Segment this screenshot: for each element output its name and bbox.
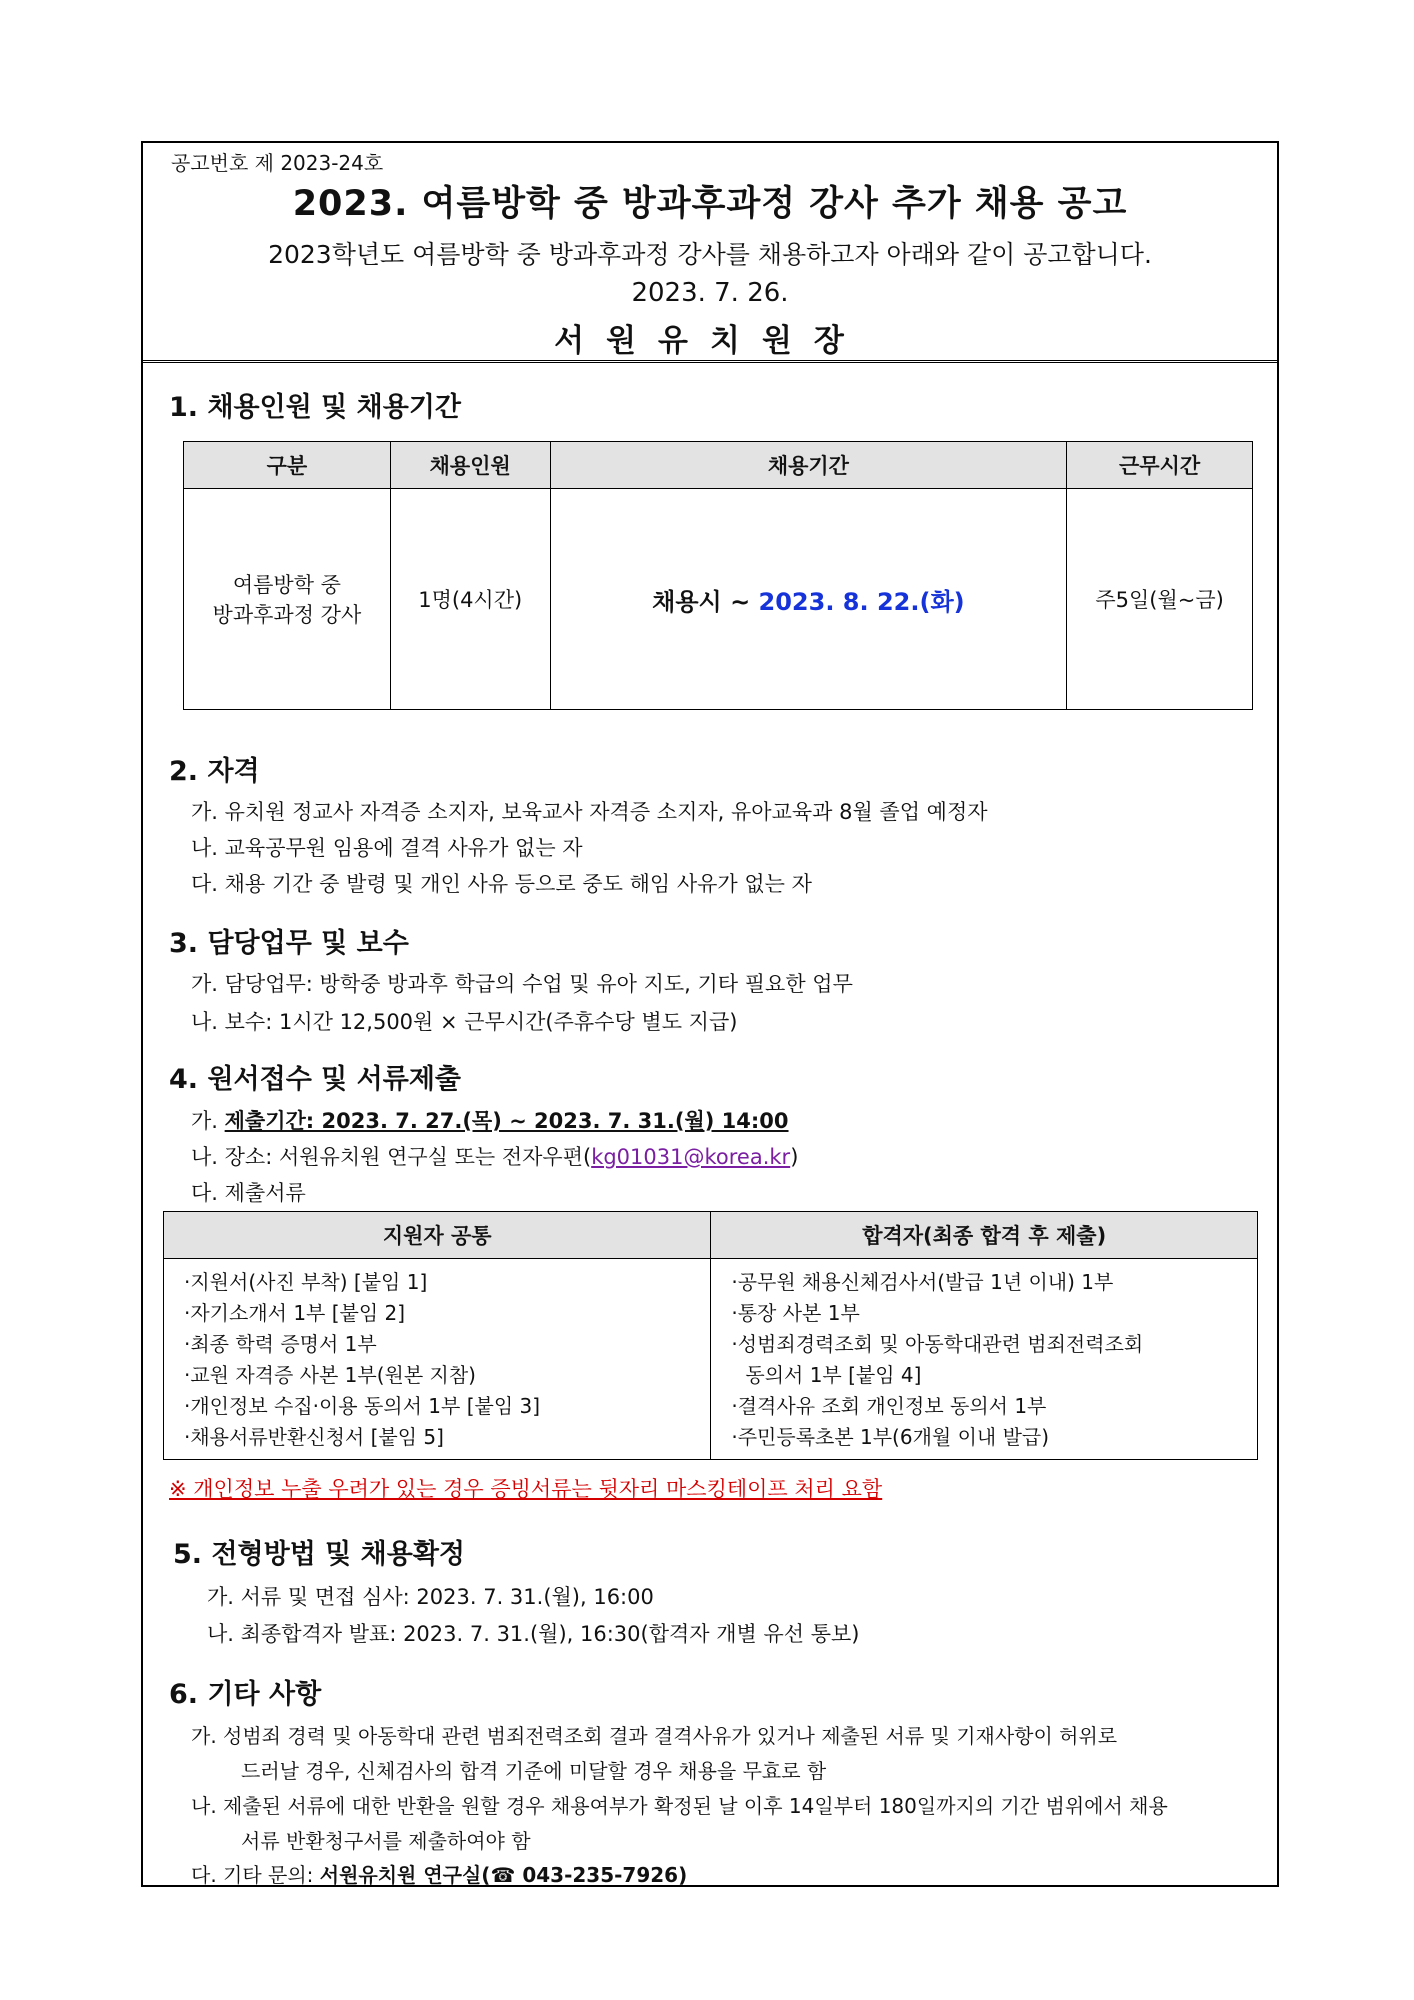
qualification-item: 다. 채용 기간 중 발령 및 개인 사유 등으로 중도 해임 사유가 없는 자 — [191, 872, 812, 896]
list-item: ·최종 학력 증명서 1부 — [184, 1332, 377, 1356]
table-row — [164, 1259, 1258, 1460]
list-item: ·성범죄경력조회 및 아동학대관련 범죄전력조회 — [731, 1332, 1144, 1356]
place-prefix: 나. 장소: 서원유치원 연구실 또는 전자우편( — [191, 1145, 592, 1169]
selection-item: 나. 최종합격자 발표: 2023. 7. 31.(월), 16:30(합격자 개별 유선 통보) — [207, 1622, 860, 1646]
documents-table — [163, 1211, 1258, 1460]
contact-prefix: 다. 기타 문의: — [191, 1863, 320, 1887]
section-1-title: 1. 채용인원 및 채용기간 — [169, 392, 461, 423]
privacy-warning: ※ 개인정보 누출 우려가 있는 경우 증빙서류는 뒷자리 마스킹테이프 처리 요함 — [169, 1477, 883, 1501]
list-item: ·채용서류반환신청서 [붙임 5] — [184, 1425, 444, 1449]
list-item: ·결격사유 조회 개인정보 동의서 1부 — [731, 1394, 1047, 1418]
cell-hours: 주5일(월~금) — [1067, 489, 1253, 710]
cell-count: 1명(4시간) — [390, 489, 550, 710]
qualification-item: 가. 유치원 정교사 자격증 소지자, 보육교사 자격증 소지자, 유아교육과 8월 졸업 예정자 — [191, 800, 988, 824]
other-item: 가. 성범죄 경력 및 아동학대 관련 범죄전력조회 결과 결격사유가 있거나 제출된 서류 및 기재사항이 허위로 — [191, 1724, 1118, 1748]
list-item: ·공무원 채용신체검사서(발급 1년 이내) 1부 — [731, 1270, 1114, 1294]
documents-label: 다. 제출서류 — [191, 1181, 306, 1205]
category-line-2: 방과후과정 강사 — [212, 603, 362, 627]
notice-signer: 서원유치원장 — [554, 323, 866, 359]
notice-number: 공고번호 제 2023-24호 — [171, 151, 384, 175]
list-item: ·지원서(사진 부착) [붙임 1] — [184, 1270, 428, 1294]
email-link[interactable]: kg01031@korea.kr — [591, 1145, 791, 1169]
category-line-1: 여름방학 중 — [232, 573, 341, 597]
header-period: 채용기간 — [550, 442, 1067, 489]
place-suffix: ) — [790, 1145, 799, 1169]
list-item: ·주민등록초본 1부(6개월 이내 발급) — [731, 1425, 1050, 1449]
other-item-cont: 드러날 경우, 신체검사의 합격 기준에 미달할 경우 채용을 무효로 함 — [241, 1759, 827, 1783]
duty-item: 가. 담당업무: 방학중 방과후 학급의 수업 및 유아 지도, 기타 필요한 업무 — [191, 972, 853, 996]
section-2-title: 2. 자격 — [169, 756, 260, 787]
cell-period — [550, 489, 1067, 710]
table-row — [184, 489, 1253, 710]
period-start: 채용시 ~ — [652, 587, 759, 616]
header-count: 채용인원 — [390, 442, 550, 489]
submission-place — [191, 1141, 798, 1171]
list-item: ·교원 자격증 사본 1부(원본 지참) — [184, 1363, 476, 1387]
common-docs-cell — [164, 1259, 711, 1460]
contact-value: 서원유치원 연구실(☎ 043-235-7926) — [319, 1863, 688, 1887]
table-header-row — [164, 1212, 1258, 1259]
header-passer: 합격자(최종 합격 후 제출) — [711, 1212, 1258, 1259]
table-header-row — [184, 442, 1253, 489]
section-6-title: 6. 기타 사항 — [169, 1679, 322, 1710]
submission-period — [191, 1105, 789, 1135]
list-item: 동의서 1부 [붙임 4] — [745, 1363, 922, 1387]
cell-category — [184, 489, 391, 710]
list-item: ·개인정보 수집·이용 동의서 1부 [붙임 3] — [184, 1394, 541, 1418]
selection-item: 가. 서류 및 면접 심사: 2023. 7. 31.(월), 16:00 — [207, 1585, 654, 1609]
notice-header — [143, 143, 1277, 363]
period-prefix: 가. — [191, 1109, 225, 1133]
header-common: 지원자 공통 — [164, 1212, 711, 1259]
section-5-title: 5. 전형방법 및 채용확정 — [173, 1539, 465, 1570]
notice-title: 2023. 여름방학 중 방과후과정 강사 추가 채용 공고 — [292, 184, 1128, 224]
section-3-title: 3. 담당업무 및 보수 — [169, 928, 409, 959]
list-item: ·통장 사본 1부 — [731, 1301, 860, 1325]
recruitment-table — [183, 441, 1253, 710]
notice-subtitle: 2023학년도 여름방학 중 방과후과정 강사를 채용하고자 아래와 같이 공고합니다. — [268, 240, 1152, 269]
header-hours: 근무시간 — [1067, 442, 1253, 489]
passer-docs-cell — [711, 1259, 1258, 1460]
duty-item: 나. 보수: 1시간 12,500원 × 근무시간(주휴수당 별도 지급) — [191, 1010, 738, 1034]
notice-date: 2023. 7. 26. — [631, 278, 789, 308]
contact-line — [191, 1859, 687, 1888]
period-value: 제출기간: 2023. 7. 27.(목) ∼ 2023. 7. 31.(월) 14:00 — [224, 1109, 789, 1133]
notice-frame — [141, 141, 1279, 1887]
list-item: ·자기소개서 1부 [붙임 2] — [184, 1301, 406, 1325]
section-4-title: 4. 원서접수 및 서류제출 — [169, 1064, 461, 1095]
header-category: 구분 — [184, 442, 391, 489]
other-item: 나. 제출된 서류에 대한 반환을 원할 경우 채용여부가 확정된 날 이후 14일부터 180일까지의 기간 범위에서 채용 — [191, 1794, 1168, 1818]
period-end: 2023. 8. 22.(화) — [758, 587, 965, 616]
other-item-cont: 서류 반환청구서를 제출하여야 함 — [241, 1829, 531, 1853]
qualification-item: 나. 교육공무원 임용에 결격 사유가 없는 자 — [191, 836, 583, 860]
